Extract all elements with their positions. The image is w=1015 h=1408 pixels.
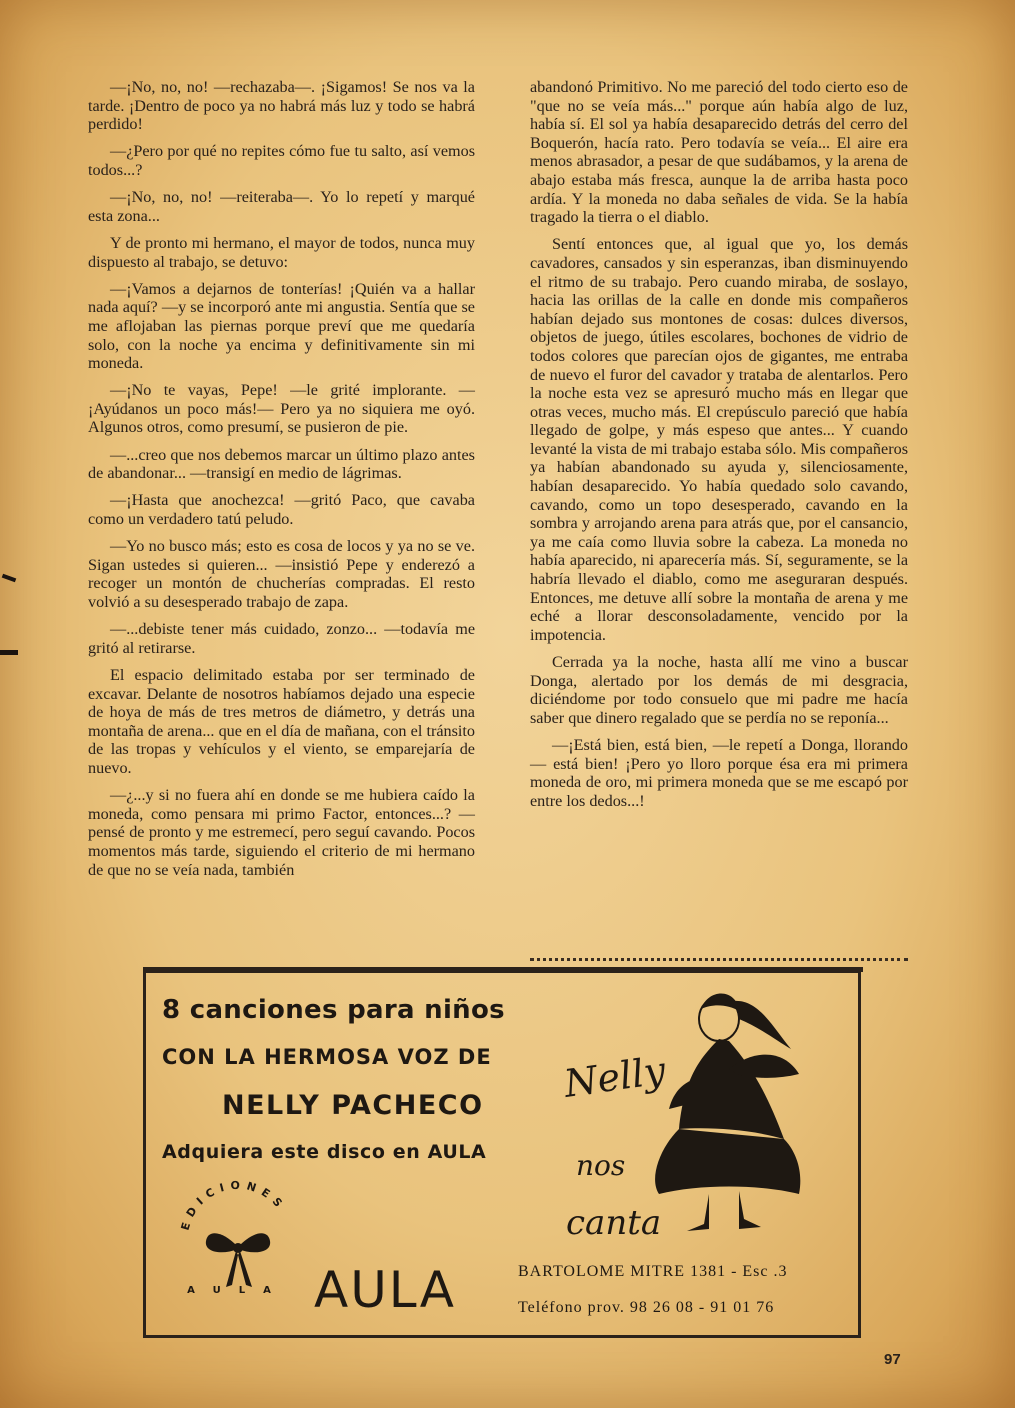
ad-phone: Teléfono prov. 98 26 08 - 91 01 76: [518, 1299, 775, 1316]
paragraph: Cerrada ya la noche, hasta allí me vino a buscar Donga, alertado por los demás de mi desgracia, diciéndome por todo consuelo que mi padre me hacía saber que dinero regalado que se perdía no se reponía...: [530, 653, 908, 727]
paragraph: El espacio delimitado estaba por ser terminado de excavar. Delante de nosotros habíamos dejado una especie de hoya de más de tres metros de diámetro, y detrás una montaña de arena... que en el día de mañana, con el tránsito de las tropas y vehículos y el viento, se emparejaría de nuevo.: [88, 665, 475, 777]
ad-singer-name: NELLY PACHECO: [222, 1090, 484, 1121]
paragraph: —¡Hasta que anochezca! —gritó Paco, que cavaba como un verdadero tatú peludo.: [88, 491, 475, 529]
aula-brand-wordmark: AULA: [314, 1261, 457, 1319]
paragraph: abandonó Primitivo. No me pareció del todo cierto eso de "que no se veía más..." porque aún había algo de luz, había sí. El sol ya había desaparecido detrás del cerro del Boquerón, hacía rato. Pero todavía se veía... El aire era menos abrasador, a pesar de que sudábamos, y la arena de abajo estaba más fresca, aunque la de arriba hasta poco ardía. Y la moneda no daba señales de vida. Se la había tragado la tierra o el diablo.: [530, 78, 908, 227]
paragraph: —...creo que nos debemos marcar un último plazo antes de abandonar... —transigí en medio de lágrimas.: [88, 445, 475, 483]
logo-arc-text: EDICIONES: [178, 1178, 289, 1232]
ad-headline: 8 canciones para niños: [162, 995, 505, 1025]
paragraph: —Yo no busco más; esto es cosa de locos y ya no se ve. Sigan ustedes si quieren... —insistió Pepe y enderezó a recoger un montón de chucherías compradas. El resto volvió a su desesperado trabajo de zapa.: [88, 537, 475, 611]
script-nelly: Nelly: [561, 1048, 669, 1106]
paragraph: —¡Vamos a dejarnos de tonterías! ¡Quién va a hallar nada aquí? —y se incorporó ante mi angustia. Sentía que se me aflojaban las piernas porque preví que me quedaría solo, con la noche ya encima y definitivamente sin mi moneda.: [88, 279, 475, 373]
svg-text:EDICIONES: [179, 1179, 289, 1232]
paragraph: —¡No, no, no! —reiteraba—. Yo lo repetí y marqué esta zona...: [88, 188, 475, 225]
ad-subheadline: CON LA HERMOSA VOZ DE: [162, 1045, 492, 1069]
paragraph: —¡No te vayas, Pepe! —le grité implorante. —¡Ayúdanos un poco más!— Pero ya no siquiera me oyó. Algunos otros, como presumí, se pusieron de pie.: [88, 381, 475, 437]
aula-bow-logo-icon: [168, 1169, 308, 1309]
left-column: [88, 78, 475, 888]
margin-mark: [0, 650, 18, 655]
right-column: [530, 78, 908, 819]
page-number: 97: [884, 1351, 901, 1368]
advertisement-box: [143, 970, 861, 1338]
paragraph: Sentí entonces que, al igual que yo, los demás cavadores, cansados y sin esperanzas, iban disminuyendo el ritmo de su trabajo. Pero cuando miraba, de soslayo, hacia las orillas de la calle en donde mis compañeros habían dejado sus montones de cosas: dulces diversos, objetos de juego, útiles escolares, bochones de vidrio de todos colores que parecían ojos de gigantes, me entraba de nuevo el furor del cavador y trataba de alentarlos. Pero la noche esta vez se apresuró mucho más en llegar que otras veces, mucho más. El crepúsculo pareció que había llegado de golpe, y más espeso que antes... Y cuando levanté la vista de mi trabajo estaba sólo. Mis compañeros ya habían abandonado su ayuda y, silenciosamente, habían desaparecido. Yo había quedado solo cavando, cavando, como un topo desesperado, cavando en la sombra y arrojando arena para atrás que, por el cansancio, ya me caía como lluvia sobre la cabeza. La moneda no había aparecido, ni aparecería más. Sí, seguramente, se la habría llevado el diablo, como me aseguraran después. Entonces, me detuve allí sobre la montaña de arena y me eché a llorar desconsoladamente, vencido por la impotencia.: [530, 235, 908, 644]
margin-mark: [2, 574, 17, 583]
ad-top-rule: [143, 967, 863, 972]
script-canta: canta: [566, 1203, 662, 1243]
paragraph: —¿...y si no fuera ahí en donde se me hubiera caído la moneda, como pensara mi primo Factor, entonces...? —pensé de pronto y me estremecí, pero seguí cavando. Pocos momentos más tarde, siguiendo el criterio de mi hermano de que no se veía nada, también: [88, 786, 475, 879]
paragraph: —¡Está bien, está bien, —le repetí a Donga, llorando— está bien! ¡Pero yo lloro porque ésa era mi primera moneda de oro, mi primera moneda que se me escapó por entre los dedos...!: [530, 735, 908, 810]
script-nos: nos: [576, 1149, 626, 1182]
paragraph: —¿Pero por qué no repites cómo fue tu salto, así vemos todos...?: [88, 142, 475, 179]
logo-base-text: AULA: [187, 1285, 289, 1296]
paragraph: Y de pronto mi hermano, el mayor de todos, nunca muy dispuesto al trabajo, se detuvo:: [88, 233, 475, 271]
dotted-separator: [530, 950, 908, 961]
ad-call-to-action: Adquiera este disco en AULA: [162, 1141, 487, 1163]
paragraph: —¡No, no, no! —rechazaba—. ¡Sigamos! Se nos va la tarde. ¡Dentro de poco ya no habrá más luz y todo se habrá perdido!: [88, 78, 475, 134]
ad-address: BARTOLOME MITRE 1381 - Esc .3: [518, 1263, 788, 1280]
paragraph: —...debiste tener más cuidado, zonzo... —todavía me gritó al retirarse.: [88, 620, 475, 657]
